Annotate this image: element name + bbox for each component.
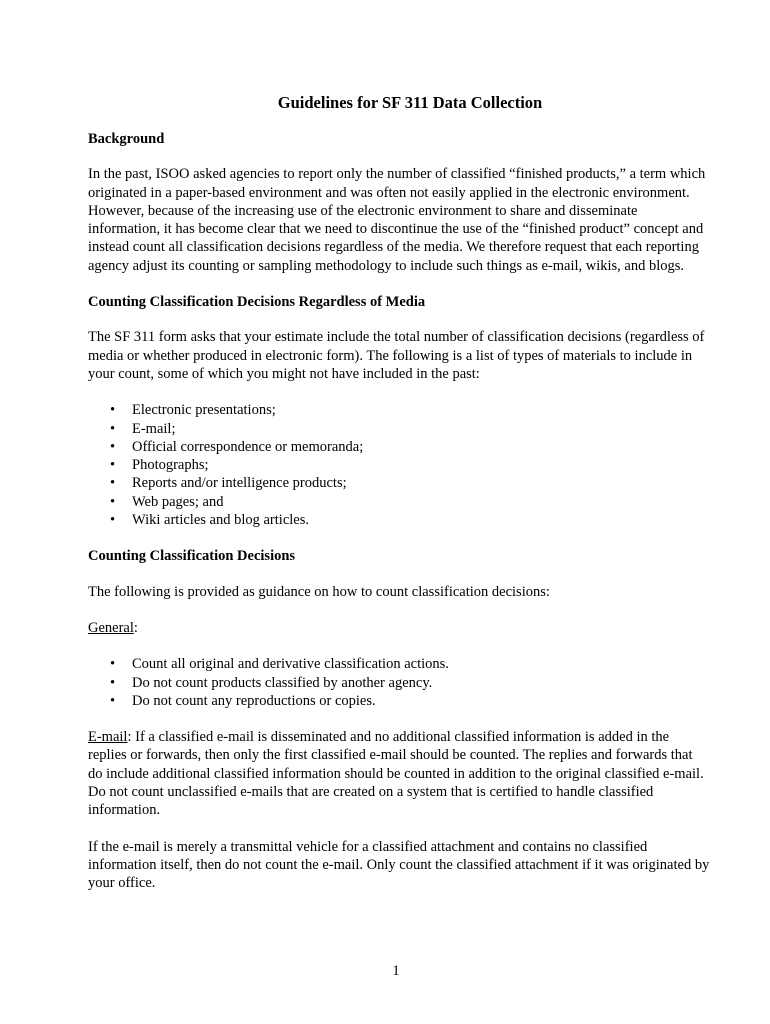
list-item-text: Official correspondence or memoranda;	[132, 438, 364, 455]
counting-intro-paragraph: The following is provided as guidance on how to count classification decisions:	[88, 583, 550, 600]
list-item-text: Count all original and derivative classification actions.	[132, 656, 449, 673]
list-item-text: Reports and/or intelligence products;	[132, 475, 347, 492]
bullet-icon: •	[110, 420, 116, 437]
general-colon: :	[133, 619, 138, 636]
list-item	[110, 438, 710, 456]
list-item	[110, 692, 710, 710]
list-item	[110, 401, 710, 419]
list-item-text: Photographs;	[132, 457, 209, 474]
bullet-icon: •	[110, 438, 116, 455]
email-label: E-mail	[88, 729, 128, 746]
general-rules-list	[88, 655, 710, 710]
media-section-paragraph: The SF 311 form asks that your estimate include the total number of classification decisions (regardless of media or whether produced in electronic form). The following is a list of types of materials to include in your count, some of which you might not have included in the past:	[88, 329, 705, 382]
materials-list	[88, 401, 710, 529]
list-item-text: Do not count products classified by another agency.	[132, 674, 433, 691]
list-item	[110, 420, 710, 438]
bullet-icon: •	[110, 512, 116, 529]
bullet-icon: •	[110, 674, 116, 691]
email-attachment-paragraph: If the e-mail is merely a transmittal vehicle for a classified attachment and contains no classified information itself, then do not count the e-mail. Only count the classified attachment if it was originated by your office.	[88, 838, 710, 892]
list-item	[110, 655, 710, 673]
list-item-text: Do not count any reproductions or copies.	[132, 692, 376, 709]
background-heading: Background	[88, 131, 165, 147]
list-item-text: Web pages; and	[132, 493, 224, 510]
general-label: General	[88, 619, 134, 636]
list-item	[110, 674, 710, 692]
media-section-heading: Counting Classification Decisions Regardless of Media	[88, 294, 426, 311]
list-item-text: Wiki articles and blog articles.	[132, 512, 309, 529]
bullet-icon: •	[110, 692, 116, 709]
email-paragraph	[88, 728, 710, 819]
list-item	[110, 456, 710, 474]
background-paragraph: In the past, ISOO asked agencies to report only the number of classified “finished products,” a term which originated in a paper-based environment and was often not easily applied in the electronic environment. However, because of the increasing use of the electronic environment to share and disseminate information, it has become clear that we need to discontinue the use of the “finished product” concept and instead count all classification decisions regardless of the media. We therefore request that each reporting agency adjust its counting or sampling methodology to include such things as e-mail, wikis, and blogs.	[88, 166, 706, 274]
bullet-icon: •	[110, 402, 116, 419]
bullet-icon: •	[110, 493, 116, 510]
bullet-icon: •	[110, 457, 116, 474]
list-item-text: E-mail;	[132, 420, 176, 437]
list-item	[110, 493, 710, 511]
list-item	[110, 474, 710, 492]
list-item-text: Electronic presentations;	[132, 402, 276, 419]
bullet-icon: •	[110, 475, 116, 492]
general-subheading	[88, 619, 710, 637]
page-number: 1	[392, 963, 400, 979]
counting-section-heading: Counting Classification Decisions	[88, 548, 296, 565]
document-title: Guidelines for SF 311 Data Collection	[277, 93, 543, 112]
list-item	[110, 511, 710, 529]
bullet-icon: •	[110, 656, 116, 673]
email-text: : If a classified e-mail is disseminated and no additional classified information is added in the replies or forwards, then only the first classified e-mail should be counted. The replies and forwards that do include additional classified information should be counted in addition to the original classified e-mail. Do not count unclassified e-mails that are created on a system that is certified to handle classified information.	[88, 729, 704, 819]
